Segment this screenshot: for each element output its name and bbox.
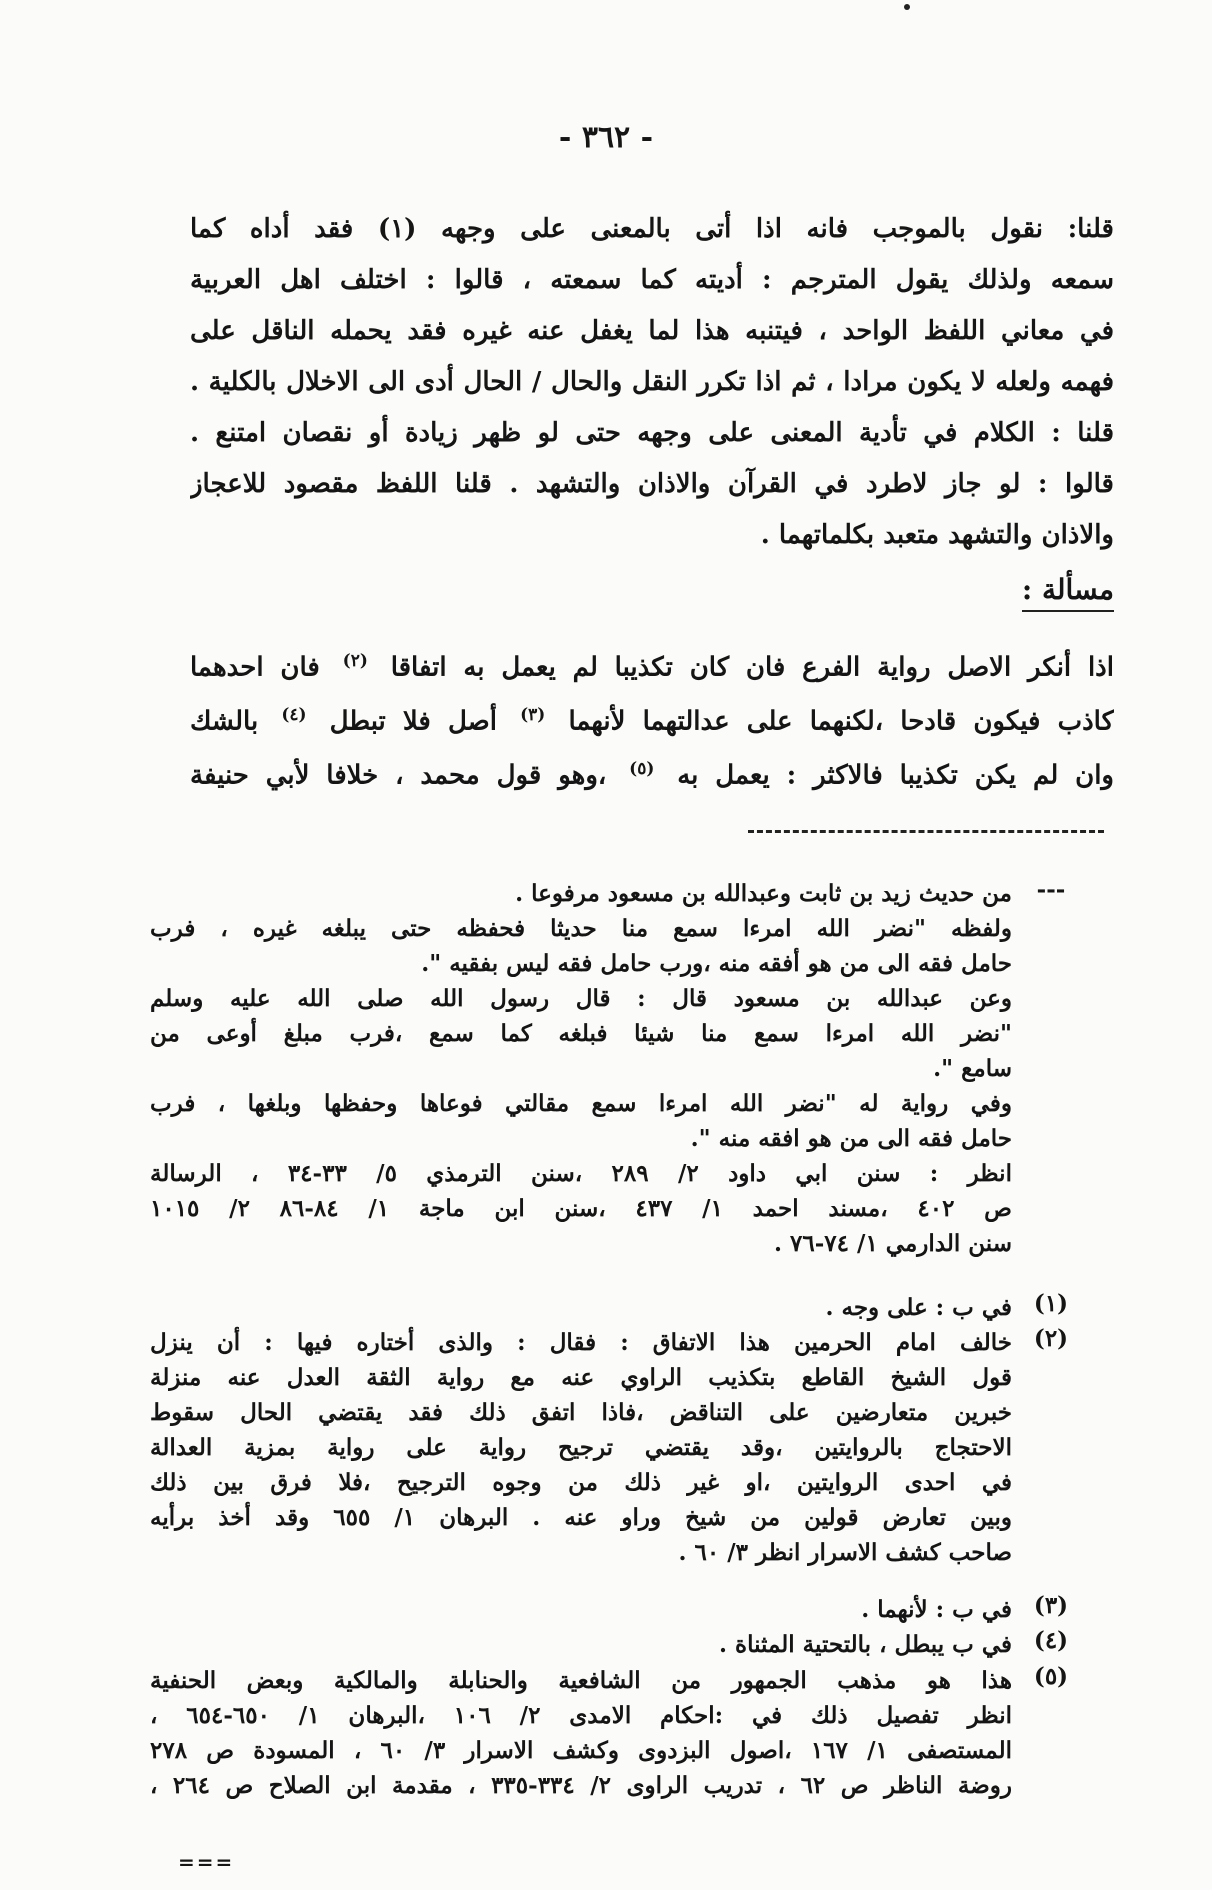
masala-text-part: أصل فلا تبطل — [329, 706, 497, 737]
main-line: قلنا: نقول بالموجب فانه اذا أتى بالمعنى على وجهه (١) فقد أداه كما — [190, 214, 1114, 244]
footnote-4 — [150, 1627, 1090, 1662]
end-mark: === — [178, 1850, 235, 1874]
masala-line — [190, 688, 1114, 742]
footnote-line: حامل فقه الى من هو افقه منه ". — [690, 1125, 1012, 1152]
footnote-line: انظر تفصيل ذلك في :احكام الامدى ٢/ ١٠٦ ،البرهان ١/ ٦٥٠-٦٥٤ ، — [150, 1702, 1012, 1729]
footnote-ref: (٤) — [281, 705, 307, 725]
footnote-line: في ب يبطل ، بالتحتية المثناة . — [719, 1631, 1012, 1658]
footnote-line: وبين تعارض قولين من شيخ وراو عنه . البرهان ١/ ٦٥٥ وقد أخذ برأيه — [150, 1504, 1012, 1531]
footnote-marker: (٥) — [1033, 1663, 1069, 1690]
footnote-line: من حديث زيد بن ثابت وعبدالله بن مسعود مرفوعا . — [515, 880, 1012, 907]
footnote-line: المستصفى ١/ ١٦٧ ،اصول البزدوى وكشف الاسرار ٣/ ٦٠ ، المسودة ص ٢٧٨ — [150, 1737, 1012, 1764]
footnote-line: حامل فقه الى من هو أفقه منه ،ورب حامل فقه ليس بفقيه ". — [421, 950, 1012, 977]
footnote-marker: (٢) — [1033, 1325, 1069, 1352]
masala-text-part: اذا أنكر الاصل رواية الفرع فان كان تكذيبا لم يعمل به اتفاقا — [390, 652, 1114, 683]
footnote-line: صاحب كشف الاسرار انظر ٣/ ٦٠ . — [678, 1539, 1012, 1566]
footnote-line: في ب : لأنهما . — [861, 1596, 1012, 1623]
masala-text-part: كاذب فيكون قادحا ،لكنهما على عدالتهما لأنهما — [568, 706, 1114, 737]
footnote-line: قول الشيخ القاطع بتكذيب الراوي عنه مع رواية الثقة العدل عنه منزلة — [150, 1364, 1012, 1391]
section-heading: مسألة : — [1022, 572, 1114, 612]
footnote-separator — [748, 830, 1104, 833]
footnote-line: خالف امام الحرمين هذا الاتفاق : فقال : والذى أختاره فيها : أن ينزل — [150, 1329, 1012, 1356]
masala-line — [190, 634, 1114, 688]
main-line: في معاني اللفظ الواحد ، فيتنبه هذا لما يغفل عنه غيره فقد يحمله الناقل على — [190, 316, 1114, 346]
footnote-line: سنن الدارمي ١/ ٧٤-٧٦ . — [774, 1230, 1012, 1257]
footnote-marker: (٣) — [1033, 1592, 1069, 1619]
footnote-5 — [150, 1663, 1090, 1803]
footnote-2 — [150, 1325, 1090, 1570]
footnote-line: وعن عبدالله بن مسعود قال : قال رسول الله صلى الله عليه وسلم — [150, 985, 1012, 1012]
footnote-marker: (١) — [1033, 1290, 1069, 1317]
footnote-marker: (٤) — [1033, 1627, 1069, 1654]
footnote-marker: --- — [1036, 876, 1066, 903]
footnote-line: روضة الناظر ص ٦٢ ، تدريب الراوى ٢/ ٣٣٤-٣٣٥ ، مقدمة ابن الصلاح ص ٢٦٤ ، — [150, 1772, 1012, 1799]
footnote-ref: (٥) — [629, 759, 655, 779]
masala-text-part: وان لم يكن تكذيبا فالاكثر : يعمل به — [677, 760, 1114, 791]
footnote-line: الاحتجاج بالروايتين ،وقد يقتضي ترجيح رواية على رواية بمزية العدالة — [150, 1434, 1012, 1461]
footnote-line: في احدى الروايتين ،او غير ذلك من وجوه الترجيح ،فلا فرق بين ذلك — [150, 1469, 1012, 1496]
footnote-line: سامع ". — [933, 1055, 1012, 1082]
masala-text-part: فان احدهما — [190, 652, 320, 683]
footnote-line: ولفظه "نضر الله امرءا سمع منا حديثا فحفظه حتى يبلغه غيره ، فرب — [150, 915, 1012, 942]
main-line: سمعه ولذلك يقول المترجم : أديته كما سمعته ، قالوا : اختلف اهل العربية — [190, 265, 1114, 295]
page-number: - ٣٦٢ - — [558, 120, 654, 155]
main-line: فهمه ولعله لا يكون مرادا ، ثم اذا تكرر النقل والحال / الحال أدى الى الاخلال بالكلية . — [190, 367, 1114, 397]
main-text — [190, 204, 1114, 561]
masala-text-part: بالشك — [190, 706, 259, 737]
footnote-line: "نضر الله امرءا سمع منا شيئا فبلغه كما سمع ،فرب مبلغ أوعى من — [150, 1020, 1012, 1047]
footnote-3 — [150, 1592, 1090, 1627]
footnote-line: في ب : على وجه . — [825, 1294, 1012, 1321]
footnote-line: ص ٤٠٢ ،مسند احمد ١/ ٤٣٧ ،سنن ابن ماجة ١/ ٨٤-٨٦ ٢/ ١٠١٥ — [150, 1195, 1012, 1222]
footnote-ref: (٢) — [342, 651, 368, 671]
footnote-line: وفي رواية له "نضر الله امرءا سمع مقالتي فوعاها وحفظها وبلغها ، فرب — [150, 1090, 1012, 1117]
main-line: قالوا : لو جاز لاطرد في القرآن والاذان والتشهد . قلنا اللفظ مقصود للاعجاز — [190, 469, 1114, 499]
footnote-line: هذا هو مذهب الجمهور من الشافعية والحنابلة والمالكية وبعض الحنفية — [150, 1667, 1012, 1694]
main-line: قلنا : الكلام في تأدية المعنى على وجهه حتى لو ظهر زيادة أو نقصان امتنع . — [190, 418, 1114, 448]
footnote-ref: (٣) — [520, 705, 546, 725]
masala-text — [190, 634, 1114, 796]
masala-line — [190, 742, 1114, 796]
footnote-hadith — [150, 876, 1090, 1261]
masala-text-part: ،وهو قول محمد ، خلافا لأبي حنيفة — [190, 760, 607, 791]
footnote-line: خبرين متعارضين على التناقض ،فاذا اتفق ذلك فقد يقتضي الحال سقوط — [150, 1399, 1012, 1426]
footnote-line: انظر : سنن ابي داود ٢/ ٢٨٩ ،سنن الترمذي ٥/ ٣٣-٣٤ ، الرسالة — [150, 1160, 1012, 1187]
scan-speck — [904, 4, 910, 10]
footnote-1 — [150, 1290, 1090, 1325]
main-line: والاذان والتشهد متعبد بكلماتهما . — [760, 520, 1114, 550]
